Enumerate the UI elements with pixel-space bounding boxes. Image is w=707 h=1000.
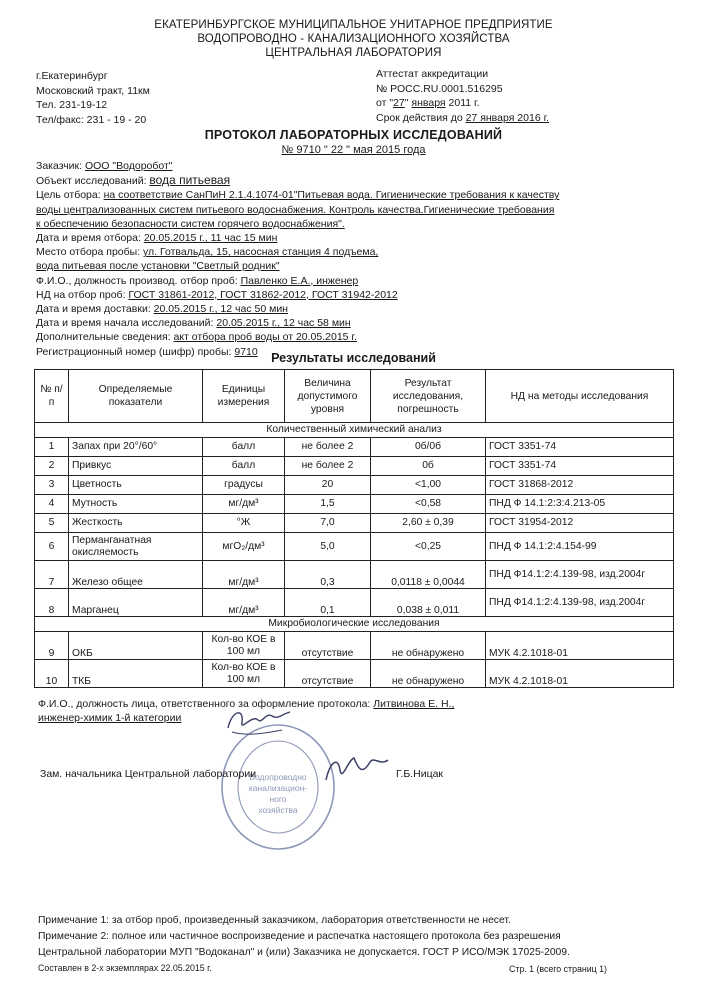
accreditation-label: Аттестат аккредитации	[376, 68, 489, 80]
customer-row: Заказчик: ООО "Водоробот"	[36, 160, 173, 172]
org-line-2: ВОДОПРОВОДНО - КАНАЛИЗАЦИОННОГО ХОЗЯЙСТВА	[197, 33, 510, 45]
cell-method: МУК 4.2.1018-01	[486, 660, 674, 688]
cell-limit: 5,0	[285, 533, 371, 561]
table-row	[35, 660, 674, 688]
start-row: Дата и время начала исследований: 20.05.2015 г., 12 час 58 мин	[36, 317, 351, 330]
org-line-3: ЦЕНТРАЛЬНАЯ ЛАБОРАТОРИЯ	[265, 47, 442, 59]
cell-unit: Кол-во КОЕ в 100 мл	[203, 660, 285, 688]
cell-result: не обнаружено	[371, 632, 486, 660]
cell-method: ПНД Ф 14.1:2:3:4.213-05	[486, 495, 674, 514]
cell-name: ОКБ	[69, 632, 203, 660]
cell-n: 2	[35, 457, 69, 476]
sampler-row: Ф.И.О., должность производ. отбор проб: Павленко Е.А., инженер	[36, 274, 359, 287]
note-1: Примечание 1: за отбор проб, произведенный заказчиком, лаборатория ответственности не несет.	[38, 915, 511, 926]
table-row	[35, 632, 674, 660]
cell-name: Марганец	[69, 589, 203, 617]
cell-result: <0,58	[371, 495, 486, 514]
cell-result: 0б/0б	[371, 438, 486, 457]
nd-row: НД на отбор проб: ГОСТ 31861-2012, ГОСТ 31862-2012, ГОСТ 31942-2012	[36, 288, 398, 301]
note-2: Примечание 2: полное или частичное воспроизведение и распечатка настоящего протокола без разрешения	[38, 931, 561, 942]
cell-n: 5	[35, 514, 69, 533]
svg-text:канализацион-: канализацион-	[248, 783, 308, 793]
phone: Тел. 231-19-12	[36, 99, 108, 111]
table-row	[35, 589, 674, 617]
svg-text:ного: ного	[269, 794, 287, 804]
column-header: Определяемые показатели	[69, 370, 203, 423]
cell-method: ГОСТ 31954-2012	[486, 514, 674, 533]
section-row	[35, 423, 674, 438]
cell-method: ПНД Ф 14.1:2:4.154-99	[486, 533, 674, 561]
cell-unit: мг/дм³	[203, 589, 285, 617]
cell-result: 0,0118 ± 0,0044	[371, 561, 486, 589]
place-row-2: вода питьевая после установки "Светлый родник"	[36, 260, 280, 273]
reg-row: Регистрационный номер (шифр) пробы: 9710	[36, 345, 258, 358]
accreditation-number: № РОСС.RU.0001.516295	[376, 82, 503, 95]
cell-limit: 0,1	[285, 589, 371, 617]
validity: Срок действия до 27 января 2016 г.	[376, 111, 550, 124]
table-row	[35, 561, 674, 589]
cell-n: 9	[35, 632, 69, 660]
signer-name: Г.Б.Ницак	[396, 768, 444, 780]
table-row	[35, 533, 674, 561]
page-number: Стр. 1 (всего страниц 1)	[509, 964, 607, 974]
cell-name: Мутность	[69, 495, 203, 514]
protocol-number: № 9710 " 22 " мая 2015 года	[281, 144, 426, 156]
extra-row: Дополнительные сведения: акт отбора проб воды от 20.05.2015 г.	[36, 331, 357, 344]
fax: Тел/факс: 231 - 19 - 20	[36, 113, 147, 126]
cell-name: ТКБ	[69, 660, 203, 688]
cell-n: 4	[35, 495, 69, 514]
results-table	[34, 369, 674, 688]
cell-method: ПНД Ф14.1:2:4.139-98, изд.2004г	[486, 561, 674, 589]
cell-n: 1	[35, 438, 69, 457]
cell-name: Железо общее	[69, 561, 203, 589]
cell-limit: 7,0	[285, 514, 371, 533]
signer-title: Зам. начальника Центральной лаборатории	[40, 768, 257, 780]
organization-header	[0, 18, 707, 60]
cell-method: ГОСТ 3351-74	[486, 438, 674, 457]
column-header: № п/п	[35, 370, 69, 423]
cell-limit: 20	[285, 476, 371, 495]
column-header: Величина допустимого уровня	[285, 370, 371, 423]
results-title: Результаты исследований	[271, 351, 436, 365]
place-row: Место отбора пробы: ул. Готвальда, 15, насосная станция 4 подъема,	[36, 246, 379, 259]
svg-text:Водопроводно: Водопроводно	[249, 772, 307, 782]
cell-result: 2,60 ± 0,39	[371, 514, 486, 533]
cell-result: 0б	[371, 457, 486, 476]
cell-unit: балл	[203, 457, 285, 476]
address-block	[36, 69, 150, 127]
cell-name: Запах при 20°/60°	[69, 438, 203, 457]
table-header-row	[35, 370, 674, 423]
cell-result: <0,25	[371, 533, 486, 561]
purpose-row-3: к обеспечению безопасности систем горячего водоснабжения".	[36, 217, 345, 230]
cell-unit: мгО₂/дм³	[203, 533, 285, 561]
sampling-datetime-row: Дата и время отбора: 20.05.2015 г., 11 час 15 мин	[36, 232, 278, 245]
cell-name: Привкус	[69, 457, 203, 476]
note-2-cont: Центральной лаборатории МУП "Водоканал" и (или) Заказчика не допускается. ГОСТ Р ИСО/МЭК 17025-2009.	[38, 947, 570, 958]
protocol-title: ПРОТОКОЛ ЛАБОРАТОРНЫХ ИССЛЕДОВАНИЙ	[204, 128, 503, 142]
table-row	[35, 514, 674, 533]
section-micro: Микробиологические исследования	[35, 617, 674, 632]
cell-method: ГОСТ 3351-74	[486, 457, 674, 476]
sample-info	[36, 159, 676, 359]
cell-n: 8	[35, 589, 69, 617]
notes	[38, 913, 678, 961]
cell-method: МУК 4.2.1018-01	[486, 632, 674, 660]
purpose-row: Цель отбора: на соответствие СанПиН 2.1.4.1074-01"Питьевая вода. Гигиенические требования к качеству	[36, 189, 560, 202]
table-row	[35, 438, 674, 457]
responsible-row: Ф.И.О., должность лица, ответственного за оформление протокола: Литвинова Е. Н.,	[38, 698, 455, 710]
cell-unit: мг/дм³	[203, 495, 285, 514]
responsible-position: инженер-химик 1-й категории	[38, 712, 182, 724]
delivery-row: Дата и время доставки: 20.05.2015 г., 12 час 50 мин	[36, 303, 288, 316]
cell-name: Жесткость	[69, 514, 203, 533]
table-row	[35, 476, 674, 495]
cell-name: Цветность	[69, 476, 203, 495]
cell-unit: Кол-во КОЕ в 100 мл	[203, 632, 285, 660]
section-chem: Количественный химический анализ	[35, 423, 674, 438]
cell-unit: градусы	[203, 476, 285, 495]
cell-limit: отсутствие	[285, 632, 371, 660]
accreditation-date: от "27" января 2011 г.	[376, 97, 480, 109]
city: г.Екатеринбург	[36, 70, 108, 82]
cell-n: 3	[35, 476, 69, 495]
table-row	[35, 495, 674, 514]
cell-n: 10	[35, 660, 69, 688]
cell-limit: 0,3	[285, 561, 371, 589]
object-row: Объект исследований: вода питьевая	[36, 173, 231, 188]
cell-limit: отсутствие	[285, 660, 371, 688]
composed-note: Составлен в 2-х экземплярах 22.05.2015 г.	[38, 963, 212, 973]
cell-name: Перманганатная окисляемость	[69, 533, 203, 561]
cell-limit: не более 2	[285, 457, 371, 476]
cell-unit: °Ж	[203, 514, 285, 533]
cell-result: не обнаружено	[371, 660, 486, 688]
cell-unit: балл	[203, 438, 285, 457]
cell-method: ПНД Ф14.1:2:4.139-98, изд.2004г	[486, 589, 674, 617]
cell-result: <1,00	[371, 476, 486, 495]
accreditation-block	[376, 67, 549, 125]
column-header: Единицы измерения	[203, 370, 285, 423]
table-row	[35, 457, 674, 476]
purpose-row-2: воды централизованных систем питьевого водоснабжения. Контроль качества.Гигиенические требования	[36, 203, 555, 216]
cell-result: 0,038 ± 0,011	[371, 589, 486, 617]
cell-n: 6	[35, 533, 69, 561]
street: Московский тракт, 11км	[36, 84, 150, 97]
signature-responsible	[222, 702, 294, 742]
svg-text:хозяйства: хозяйства	[258, 805, 298, 815]
signature-head	[318, 752, 390, 786]
section-row	[35, 617, 674, 632]
cell-n: 7	[35, 561, 69, 589]
org-line-1: ЕКАТЕРИНБУРГСКОЕ МУНИЦИПАЛЬНОЕ УНИТАРНОЕ ПРЕДПРИЯТИЕ	[154, 19, 553, 31]
column-header: НД на методы исследования	[486, 370, 674, 423]
cell-method: ГОСТ 31868-2012	[486, 476, 674, 495]
column-header: Результат исследования, погрешность	[371, 370, 486, 423]
cell-limit: 1,5	[285, 495, 371, 514]
cell-limit: не более 2	[285, 438, 371, 457]
cell-unit: мг/дм³	[203, 561, 285, 589]
